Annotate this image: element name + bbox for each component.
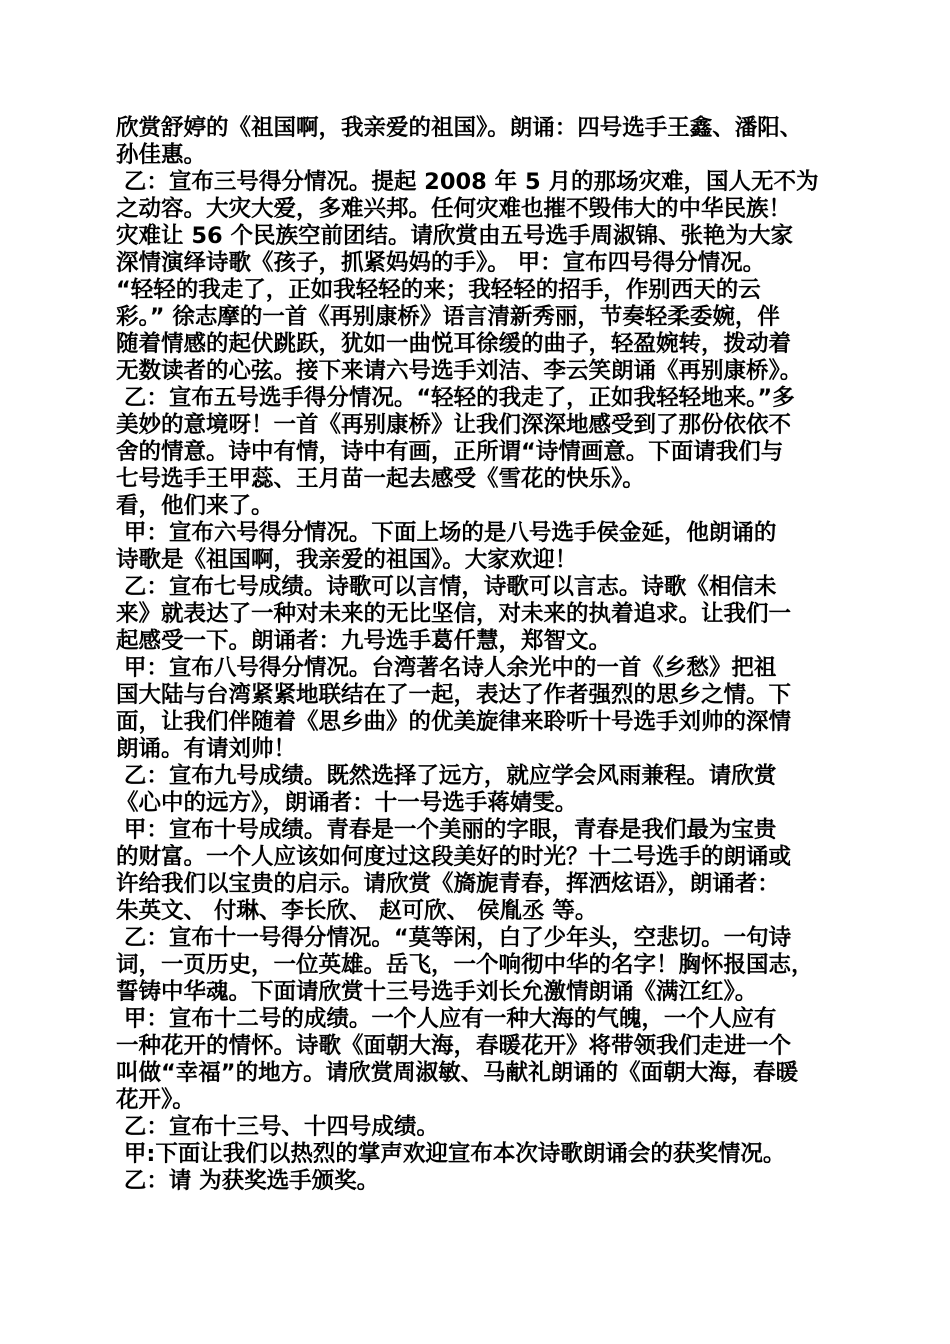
text-line: 的财富。一个人应该如何度过这段美好的时光？十二号选手的朗诵或 — [116, 844, 792, 870]
text-line: 之动容。大灾大爱，多难兴邦。任何灾难也摧不毁伟大的中华民族！ — [116, 196, 792, 222]
text-line: 叫做“幸福”的地方。请欣赏周淑敏、马献礼朗诵的《面朝大海，春暖 — [116, 1060, 799, 1086]
text-line: 起感受一下。朗诵者：九号选手葛仟慧，郑智文。 — [116, 628, 612, 654]
text-line: 《心中的远方》，朗诵者：十一号选手蒋婧雯。 — [116, 790, 578, 816]
text-line: 乙：宣布九号成绩。既然选择了远方，就应学会风雨兼程。请欣赏 — [116, 763, 777, 789]
text-line: 甲：宣布八号得分情况。台湾著名诗人余光中的一首《乡愁》把祖 — [116, 655, 777, 681]
text-line: 舍的情意。诗中有情，诗中有画，正所谓“诗情画意。下面请我们与 — [116, 439, 784, 465]
text-line: 甲:下面让我们以热烈的掌声欢迎宣布本次诗歌朗诵会的获奖情况。 — [116, 1141, 786, 1167]
text-line: 乙：宣布十三号、十四号成绩。 — [116, 1114, 439, 1140]
text-line: 深情演绎诗歌《孩子，抓紧妈妈的手》。 甲：宣布四号得分情况。 — [116, 250, 766, 276]
text-line: 诗歌是《祖国啊，我亲爱的祖国》。大家欢迎！ — [116, 547, 578, 573]
text-line: 乙：宣布七号成绩。诗歌可以言情，诗歌可以言志。诗歌《相信未 — [116, 574, 777, 600]
text-line: 乙：宣布十一号得分情况。“莫等闲，白了少年头，空悲切。一句诗 — [116, 925, 792, 951]
text-line: “轻轻的我走了，正如我轻轻的来；我轻轻的招手，作别西天的云 — [116, 277, 761, 303]
text-line: 誓铸中华魂。下面请欣赏十三号选手刘长允激情朗诵《满江红》。 — [116, 979, 758, 1005]
text-line: 词，一页历史，一位英雄。岳飞，一个响彻中华的名字！胸怀报国志， — [116, 952, 814, 978]
text-line: 一种花开的情怀。诗歌《面朝大海，春暖花开》将带领我们走进一个 — [116, 1033, 792, 1059]
text-line: 甲：宣布十二号的成绩。一个人应有一种大海的气魄，一个人应有 — [116, 1006, 777, 1032]
text-line: 许给我们以宝贵的启示。请欣赏《旖旎青春，挥洒炫语》，朗诵者： — [116, 871, 780, 897]
text-line: 面，让我们伴随着《思乡曲》的优美旋律来聆听十号选手刘帅的深情 — [116, 709, 792, 735]
text-line: 甲：宣布六号得分情况。下面上场的是八号选手侯金延，他朗诵的 — [116, 520, 777, 546]
text-line: 国大陆与台湾紧紧地联结在了一起，表达了作者强烈的思乡之情。下 — [116, 682, 792, 708]
text-line: 来》就表达了一种对未来的无比坚信，对未来的执着追求。让我们一 — [116, 601, 792, 627]
text-line: 随着情感的起伏跳跃，犹如一曲悦耳徐缓的曲子，轻盈婉转，拨动着 — [116, 331, 792, 357]
text-line: 孙佳惠。 — [116, 142, 207, 168]
text-line: 灾难让 56 个民族空前团结。请欣赏由五号选手周淑锦、张艳为大家 — [116, 223, 793, 249]
text-line: 乙：宣布五号选手得分情况。“轻轻的我走了，正如我轻轻地来。”多 — [116, 385, 795, 411]
text-line: 彩。” 徐志摩的一首《再别康桥》语言清新秀丽，节奏轻柔委婉，伴 — [116, 304, 780, 330]
text-line: 七号选手王甲蕊、王月苗一起去感受《雪花的快乐》。 — [116, 466, 645, 492]
text-line: 乙：宣布三号得分情况。提起 2008 年 5 月的那场灾难，国人无不为 — [116, 169, 819, 195]
text-line: 美妙的意境呀！一首《再别康桥》让我们深深地感受到了那份依依不 — [116, 412, 792, 438]
text-line: 朗诵。有请刘帅！ — [116, 736, 297, 762]
text-line: 朱英文、 付琳、李长欣、 赵可欣、 侯胤丞 等。 — [116, 898, 598, 924]
text-line: 甲：宣布十号成绩。青春是一个美丽的字眼，青春是我们最为宝贵 — [116, 817, 777, 843]
text-line: 乙：请 为获奖选手颁奖。 — [116, 1168, 380, 1194]
text-line: 欣赏舒婷的《祖国啊，我亲爱的祖国》。朗诵：四号选手王鑫、潘阳、 — [116, 115, 803, 141]
text-line: 看，他们来了。 — [116, 493, 274, 519]
text-line: 无数读者的心弦。接下来请六号选手刘洁、李云笑朗诵《再别康桥》。 — [116, 358, 803, 384]
document-body-text — [116, 115, 851, 1195]
text-line: 花开》。 — [116, 1087, 195, 1113]
